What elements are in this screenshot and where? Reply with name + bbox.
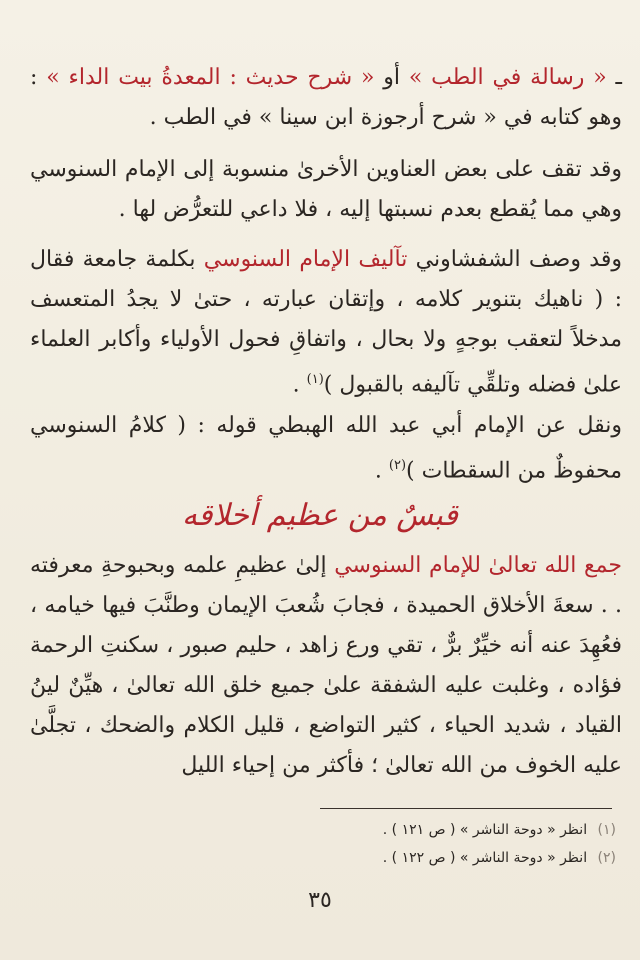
- page-number: ٣٥: [308, 888, 332, 913]
- paragraph-shafshawni-quote: [30, 240, 622, 405]
- connector-text: أو: [374, 65, 409, 90]
- quote-text: ( ناهيك بتنوير كلامه ، وإتقان عبارته ، حتىٰ لا يجدُ المتعسف مدخلاً لتعقب بوجهٍ ولا بحال ، واتفاقِ فحول الأولياء وأكابر العلماء علىٰ فضله وتلقِّي تآليفه بالقبول ): [30, 287, 622, 398]
- footnotes: [316, 816, 616, 872]
- footnote-number: (١): [597, 822, 616, 838]
- paragraph-text: بكلمة جامعة فقال :: [30, 247, 622, 312]
- title-sharh-hadith: « شرح حديث : المعدةُ بيت الداء »: [46, 65, 375, 90]
- section-heading: قبسٌ من عظيم أخلاقه: [182, 498, 458, 533]
- title-risala-fi-altibb: « رسالة في الطب »: [408, 65, 607, 90]
- paragraph-text: : وهو كتابه في « شرح أرجوزة ابن سينا » في الطب .: [30, 65, 622, 130]
- paragraph-titles: [30, 58, 622, 138]
- footnote-divider: [320, 808, 612, 809]
- paragraph-end: .: [374, 458, 389, 484]
- paragraph-text: إلىٰ عظيمِ علمه وبحبوحةِ معرفته . . سعةَ الأخلاق الحميدة ، فجابَ شُعبَ الإيمان وطنَّبَ فيها خيامه ، فعُهِدَ عنه أنه خيِّرٌ برٌّ ، تقي ورع زاهد ، حليم صبور ، سكنتِ الرحمة فؤاده ، وغلبت عليه الشفقة علىٰ جميع خلق الله تعالىٰ ، هيِّنٌ لينُ القياد ، شديد الحياء ، كثير التواضع ، قليل الكلام والضحك ، تجلَّىٰ عليه الخوف من الله تعالىٰ ؛ فأكثر من إحياء الليل: [30, 553, 622, 778]
- paragraph-end: .: [292, 372, 307, 398]
- paragraph-text: وقد تقف على بعض العناوين الأخرىٰ منسوبة إلى الإمام السنوسي وهي مما يُقطع بعدم نسبتها إليه ، فلا داعي للتعرُّض لها .: [30, 157, 622, 222]
- footnote-text: انظر « دوحة الناشر » ( ص ١٢٢ ) .: [382, 850, 588, 866]
- paragraph-text: وقد وصف الشفشاوني: [407, 247, 622, 272]
- paragraph-text: ونقل عن الإمام أبي عبد الله الهبطي قوله : ( كلامُ السنوسي محفوظٌ من السقطات ): [30, 413, 622, 484]
- highlight-jama-allah: جمع الله تعالىٰ للإمام السنوسي: [334, 553, 622, 578]
- list-dash: ـ: [615, 65, 622, 90]
- paragraph-other-titles: [30, 150, 622, 230]
- highlight-taalif: تآليف الإمام السنوسي: [203, 247, 408, 272]
- footnote-number: (٢): [597, 850, 616, 866]
- footnote-ref-2: (٢): [388, 458, 407, 473]
- footnote-text: انظر « دوحة الناشر » ( ص ١٢١ ) .: [382, 822, 588, 838]
- footnote-item: [316, 816, 616, 844]
- paragraph-hibti-quote: [30, 406, 622, 491]
- paragraph-morals: [30, 546, 622, 786]
- footnote-ref-1: (١): [306, 372, 324, 387]
- footnote-item: [316, 844, 616, 872]
